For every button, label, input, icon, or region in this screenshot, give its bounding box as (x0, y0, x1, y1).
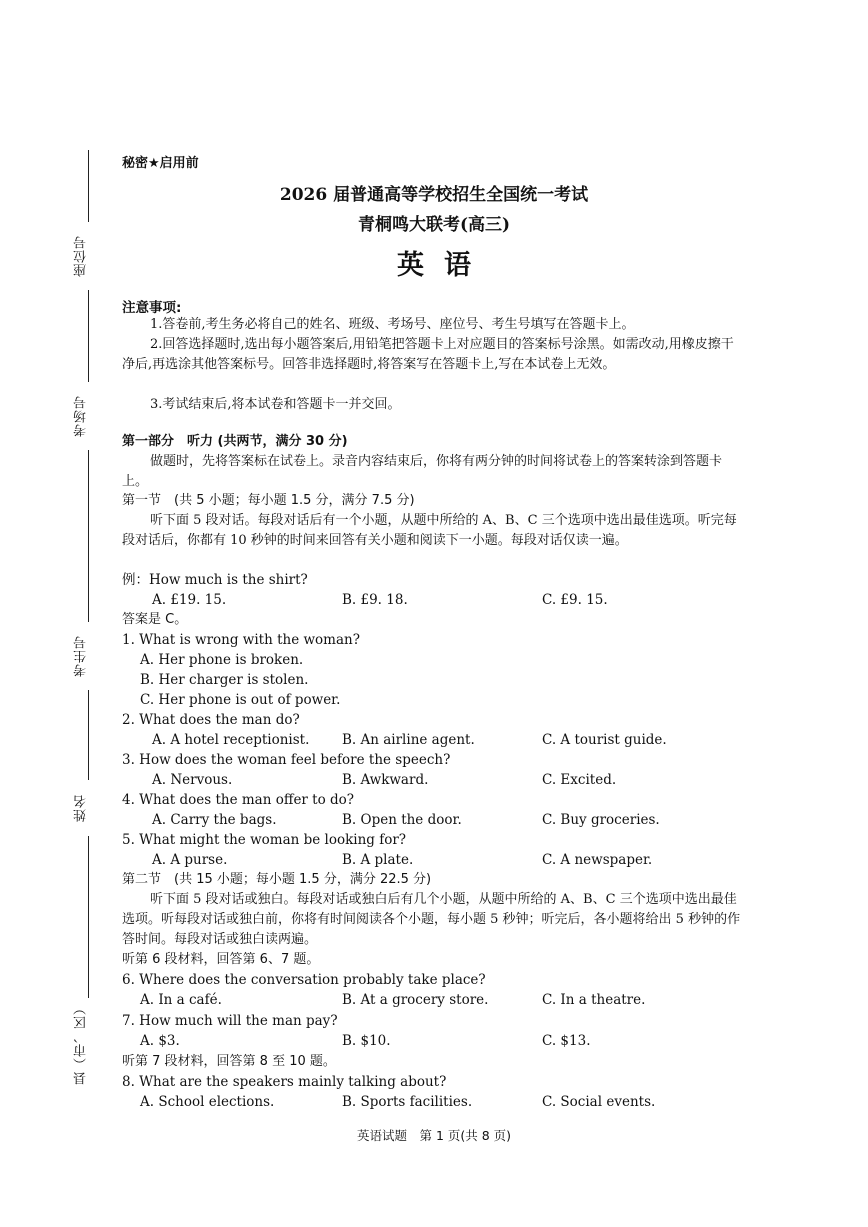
question-3-options (122, 770, 744, 790)
example-answer: 答案是 C。 (122, 612, 188, 627)
option-a: A. In a café. (140, 992, 222, 1008)
option-a: A. Carry the bags. (152, 812, 277, 828)
option-a: A. A purse. (152, 852, 228, 868)
option-b: B. At a grocery store. (342, 992, 489, 1008)
part1-heading: 第一部分 听力 (共两节，满分 30 分) (122, 434, 348, 449)
question-5: 5. What might the woman be looking for? (122, 832, 407, 848)
binding-margin (72, 150, 106, 1100)
seat-label: 座位号 (72, 230, 106, 282)
question-4-options (122, 810, 744, 830)
notice-heading: 注意事项: (122, 300, 182, 316)
material-6: 听第 6 段材料，回答第 6、7 题。 (122, 952, 320, 967)
option-c: C. $13. (542, 1033, 591, 1049)
option-c: C. Buy groceries. (542, 812, 660, 828)
section1-heading: 第一节 (共 5 小题；每小题 1.5 分，满分 7.5 分) (122, 493, 415, 508)
question-6: 6. Where does the conversation probably take place? (122, 972, 486, 988)
question-7: 7. How much will the man pay? (122, 1013, 338, 1029)
notice-item: 1.答卷前,考生务必将自己的姓名、班级、考场号、座位号、考生号填写在答题卡上。 (150, 317, 635, 332)
option-c: C. Social events. (542, 1094, 656, 1110)
option-b: B. A plate. (342, 852, 414, 868)
question-8-options (122, 1092, 744, 1112)
question-5-options (122, 850, 744, 870)
option-c: C. A newspaper. (542, 852, 653, 868)
subject-title: 英语 (397, 250, 491, 281)
option-a: A. $3. (140, 1033, 180, 1049)
notice-item: 2.回答选择题时,选出每小题答案后,用铅笔把答题卡上对应题目的答案标号涂黑。如需改动,用橡皮擦干净后,再选涂其他答案标号。回答非选择题时,将答案写在答题卡上,写在本试卷上无效。 (122, 337, 734, 372)
option-a: A. Nervous. (152, 772, 233, 788)
option-b: B. $10. (342, 1033, 391, 1049)
option-a: A. A hotel receptionist. (152, 732, 310, 748)
question-2-options (122, 730, 744, 750)
binding-line (88, 450, 89, 622)
example-question: 例：How much is the shirt? (122, 572, 308, 588)
question-8: 8. What are the speakers mainly talking about? (122, 1074, 447, 1090)
option-c: C. In a theatre. (542, 992, 646, 1008)
option-b: B. £9. 18. (342, 592, 408, 608)
option-c: C. £9. 15. (542, 592, 608, 608)
question-2: 2. What does the man do? (122, 712, 300, 728)
exam-title: 2026 届普通高等学校招生全国统一考试 (279, 185, 589, 205)
binding-line (88, 290, 89, 382)
option-b: B. An airline agent. (342, 732, 475, 748)
option-b: B. Sports facilities. (342, 1094, 473, 1110)
question-3: 3. How does the woman feel before the speech? (122, 752, 451, 768)
question-7-options (122, 1031, 744, 1051)
part1-intro: 做题时，先将答案标在试卷上。录音内容结束后，你将有两分钟的时间将试卷上的答案转涂到答题卡上。 (122, 454, 723, 489)
material-7: 听第 7 段材料，回答第 8 至 10 题。 (122, 1054, 336, 1069)
question-1: 1. What is wrong with the woman? (122, 632, 360, 648)
option-a: A. Her phone is broken. (140, 652, 304, 668)
option-a: A. School elections. (140, 1094, 275, 1110)
section2-instructions: 听下面 5 段对话或独白。每段对话或独白后有几个小题，从题中所给的 A、B、C 三个选项中选出最佳选项。听每段对话或独白前，你将有时间阅读各个小题，每小题 5 秒钟；听完后，各小题将给出 5 秒钟的作答时间。每段对话或独白读两遍。 (122, 892, 741, 947)
confidential-mark: 秘密★启用前 (122, 156, 199, 171)
county-label: 县（市、区） (72, 1005, 106, 1085)
option-b: B. Open the door. (342, 812, 462, 828)
exam-id-label: 考生号 (72, 630, 106, 682)
option-b: B. Awkward. (342, 772, 429, 788)
page-footer: 英语试题 第 1 页(共 8 页) (356, 1128, 512, 1143)
option-c: C. Excited. (542, 772, 617, 788)
option-c: C. A tourist guide. (542, 732, 667, 748)
exam-subtitle: 青桐鸣大联考(高三) (357, 215, 511, 235)
example-options (122, 590, 744, 610)
name-label: 姓名 (72, 788, 106, 828)
binding-line (88, 690, 89, 780)
option-a: A. £19. 15. (152, 592, 227, 608)
notice-item: 3.考试结束后,将本试卷和答题卡一并交回。 (150, 397, 401, 412)
option-b: B. Her charger is stolen. (140, 672, 309, 688)
section2-heading: 第二节 (共 15 小题；每小题 1.5 分，满分 22.5 分) (122, 872, 432, 887)
option-c: C. Her phone is out of power. (140, 692, 341, 708)
exam-room-label: 考场号 (72, 390, 106, 442)
section1-instructions: 听下面 5 段对话。每段对话后有一个小题，从题中所给的 A、B、C 三个选项中选出最佳选项。听完每段对话后，你都有 10 秒钟的时间来回答有关小题和阅读下一小题。每段对话仅读一遍。 (122, 513, 737, 548)
binding-line (88, 836, 89, 998)
question-4: 4. What does the man offer to do? (122, 792, 355, 808)
question-6-options (122, 990, 744, 1010)
